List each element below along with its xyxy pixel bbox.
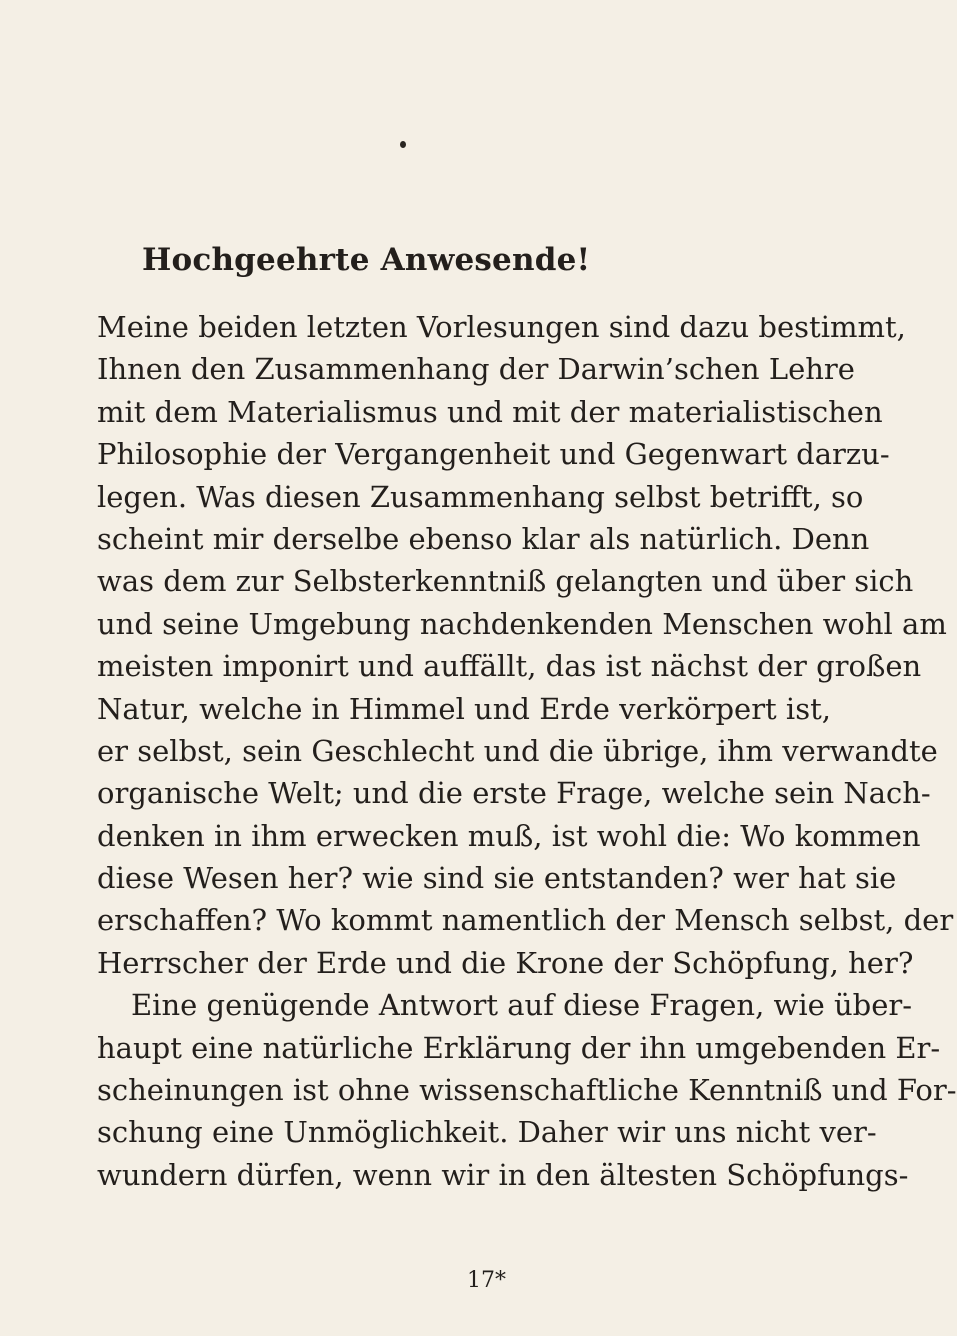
paragraph-line-5: legen. Was diesen Zusammenhang selbst betrifft, so (97, 479, 864, 514)
salutation: Hochgeehrte Anwesende! (142, 242, 591, 278)
paragraph-line-4: Philosophie der Vergangenheit und Gegenwart darzu- (97, 437, 890, 472)
paragraph-line-16: Herrscher der Erde und die Krone der Schöpfung, her? (97, 945, 914, 980)
paragraph-line-10: Natur, welche in Himmel und Erde verkörpert ist, (97, 691, 831, 726)
paragraph-line-19: scheinungen ist ohne wissenschaftliche Kenntniß und For- (97, 1073, 957, 1108)
signature-mark: 17* (467, 1268, 506, 1293)
paragraph-line-17: Eine genügende Antwort auf diese Fragen, wie über- (131, 988, 913, 1023)
paragraph-line-7: was dem zur Selbsterkenntniß gelangten und über sich (97, 564, 914, 599)
print-speck (400, 141, 406, 148)
paragraph-line-15: erschaffen? Wo kommt namentlich der Mensch selbst, der (97, 903, 954, 938)
paragraph-line-1: Meine beiden letzten Vorlesungen sind dazu bestimmt, (97, 310, 906, 344)
paragraph-line-2: Ihnen den Zusammenhang der Darwin’schen Lehre (97, 352, 855, 387)
main-paragraph (97, 306, 957, 1196)
paragraph-line-11: er selbst, sein Geschlecht und die übrige, ihm verwandte (97, 733, 938, 768)
paragraph-line-18: haupt eine natürliche Erklärung der ihn umgebenden Er- (97, 1030, 941, 1065)
paragraph-line-8: und seine Umgebung nachdenkenden Menschen wohl am (97, 606, 947, 641)
paragraph-line-13: denken in ihm erwecken muß, ist wohl die: Wo kommen (97, 818, 921, 853)
paragraph-line-9: meisten imponirt und auffällt, das ist nächst der großen (97, 649, 922, 684)
paragraph-line-3: mit dem Materialismus und mit der materialistischen (97, 394, 883, 429)
paragraph-line-21: wundern dürfen, wenn wir in den ältesten Schöpfungs- (97, 1157, 909, 1192)
paragraph-line-12: organische Welt; und die erste Frage, welche sein Nach- (97, 776, 931, 811)
paragraph-line-14: diese Wesen her? wie sind sie entstanden? wer hat sie (97, 861, 897, 896)
paragraph-line-6: scheint mir derselbe ebenso klar als natürlich. Denn (97, 521, 870, 556)
paragraph-line-20: schung eine Unmöglichkeit. Daher wir uns nicht ver- (97, 1115, 877, 1150)
